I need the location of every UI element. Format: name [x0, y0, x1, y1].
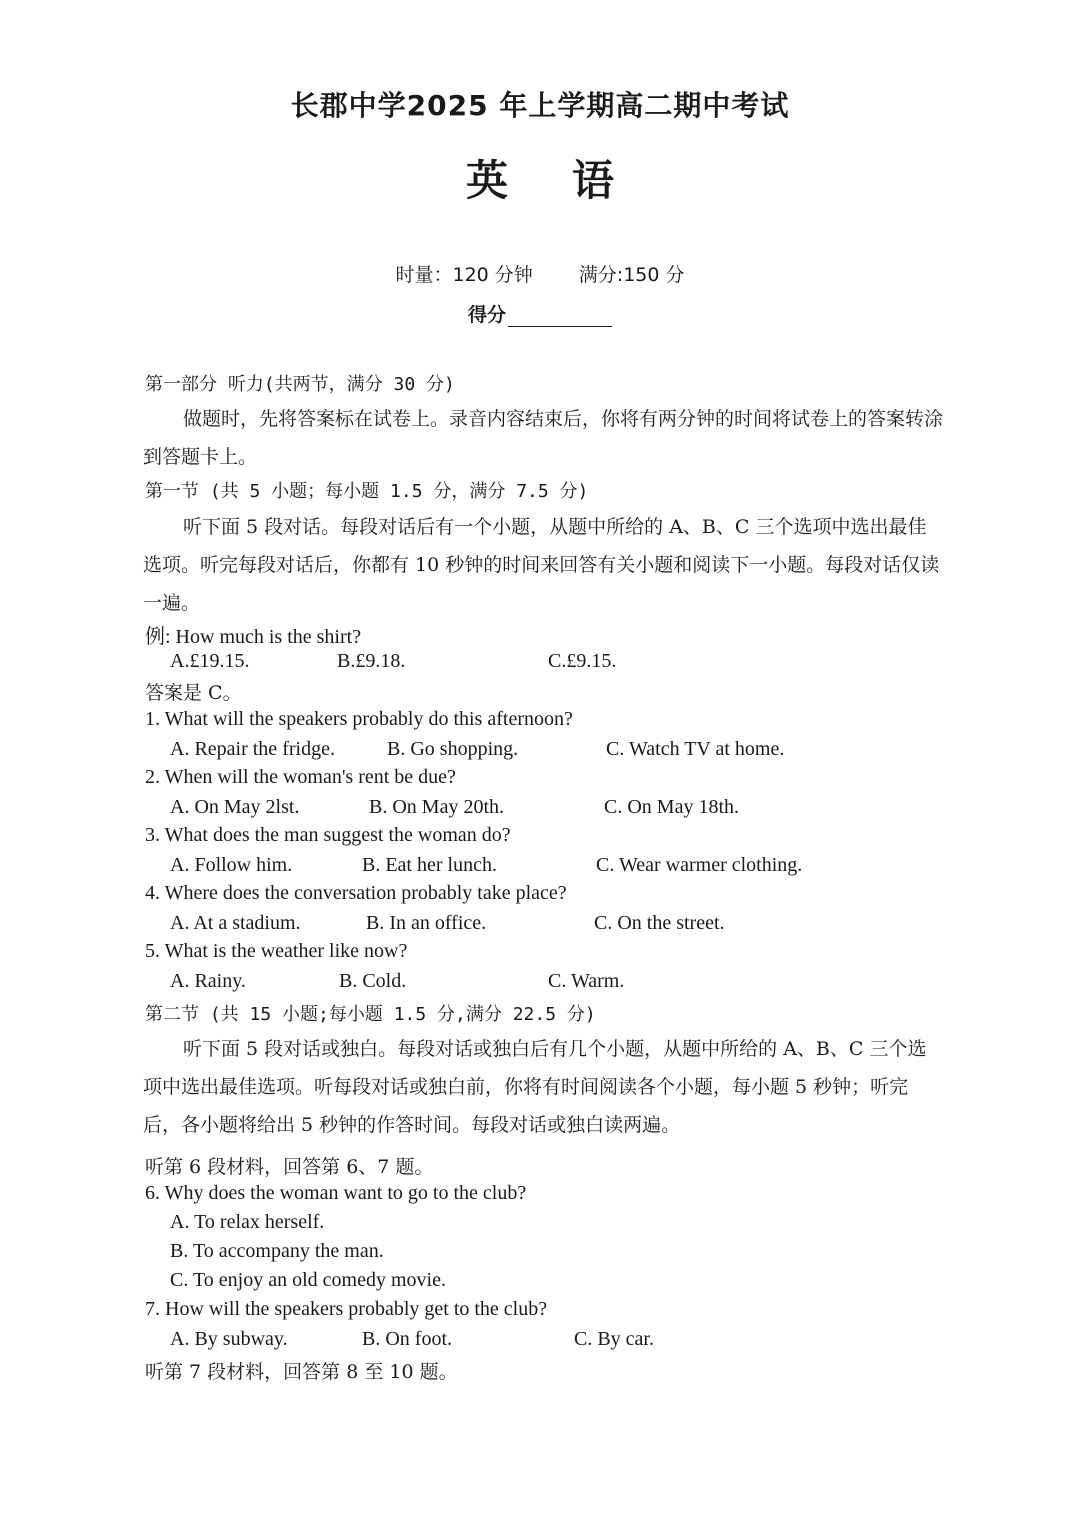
q5-option-b: B. Cold. — [339, 970, 407, 992]
question-4: 4. Where does the conversation probably take place? — [145, 882, 567, 904]
subject-char-2: 语 — [572, 156, 615, 205]
q7-option-c: C. By car. — [574, 1328, 654, 1350]
question-1: 1. What will the speakers probably do this afternoon? — [145, 708, 573, 730]
section2-heading: 第二节 (共 15 小题;每小题 1.5 分,满分 22.5 分) — [145, 1004, 596, 1025]
question-5: 5. What is the weather like now? — [145, 940, 408, 962]
q3-option-c: C. Wear warmer clothing. — [596, 854, 803, 876]
q6-option-b: B. To accompany the man. — [170, 1240, 384, 1262]
example-option-b: B.£9.18. — [337, 650, 406, 672]
example-option-c: C.£9.15. — [548, 650, 617, 672]
score-blank — [508, 308, 612, 327]
q2-option-c: C. On May 18th. — [604, 796, 739, 818]
question-3: 3. What does the man suggest the woman do? — [145, 824, 511, 846]
part1-heading: 第一部分 听力(共两节，满分 30 分) — [145, 374, 455, 395]
score-field — [468, 300, 612, 327]
q1-option-c: C. Watch TV at home. — [606, 738, 785, 760]
question-7: 7. How will the speakers probably get to the club? — [145, 1298, 548, 1320]
q3-option-a: A. Follow him. — [170, 854, 293, 876]
q2-option-a: A. On May 2lst. — [170, 796, 300, 818]
q4-option-b: B. In an office. — [366, 912, 487, 934]
q5-option-c: C. Warm. — [548, 970, 625, 992]
q4-option-a: A. At a stadium. — [170, 912, 301, 934]
q3-option-b: B. Eat her lunch. — [362, 854, 497, 876]
score-label: 得分 — [468, 304, 507, 326]
q6-option-c: C. To enjoy an old comedy movie. — [170, 1269, 446, 1291]
question-6: 6. Why does the woman want to go to the club? — [145, 1182, 527, 1204]
example-answer: 答案是 C。 — [145, 682, 242, 704]
q1-option-a: A. Repair the fridge. — [170, 738, 335, 760]
q7-option-a: A. By subway. — [170, 1328, 288, 1350]
part1-instructions: 做题时，先将答案标在试卷上。录音内容结束后，你将有两分钟的时间将试卷上的答案转涂到答题卡上。 — [143, 408, 944, 468]
question-2: 2. When will the woman's rent be due? — [145, 766, 456, 788]
material-6-prompt: 听第 6 段材料，回答第 6、7 题。 — [145, 1156, 434, 1178]
material-7-prompt: 听第 7 段材料，回答第 8 至 10 题。 — [145, 1361, 458, 1383]
subject-title — [0, 148, 1080, 208]
q4-option-c: C. On the street. — [594, 912, 725, 934]
exam-title: 长郡中学2025 年上学期高二期中考试 — [290, 89, 790, 122]
section1-heading: 第一节 (共 5 小题；每小题 1.5 分，满分 7.5 分) — [145, 481, 589, 502]
q6-option-a: A. To relax herself. — [170, 1211, 325, 1233]
time-limit: 时量：120 分钟 — [395, 264, 533, 286]
subject-char-1: 英 — [465, 156, 508, 205]
example-option-a: A.£19.15. — [170, 650, 250, 672]
section2-instructions: 听下面 5 段对话或独白。每段对话或独白后有几个小题，从题中所给的 A、B、C 三个选项中选出最佳选项。听每段对话或独白前，你将有时间阅读各个小题，每小题 5 秒钟；听完后，各小题将给出 5 秒钟的作答时间。每段对话或独白读两遍。 — [143, 1038, 927, 1136]
q1-option-b: B. Go shopping. — [387, 738, 519, 760]
full-score: 满分:150 分 — [578, 264, 685, 286]
q5-option-a: A. Rainy. — [170, 970, 246, 992]
q7-option-b: B. On foot. — [362, 1328, 452, 1350]
q2-option-b: B. On May 20th. — [369, 796, 504, 818]
example-question: 例: How much is the shirt? — [145, 626, 362, 648]
section1-instructions: 听下面 5 段对话。每段对话后有一个小题，从题中所给的 A、B、C 三个选项中选出最佳选项。听完每段对话后，你都有 10 秒钟的时间来回答有关小题和阅读下一小题。每段对话仅读一遍。 — [143, 516, 940, 614]
exam-meta — [0, 260, 1080, 287]
